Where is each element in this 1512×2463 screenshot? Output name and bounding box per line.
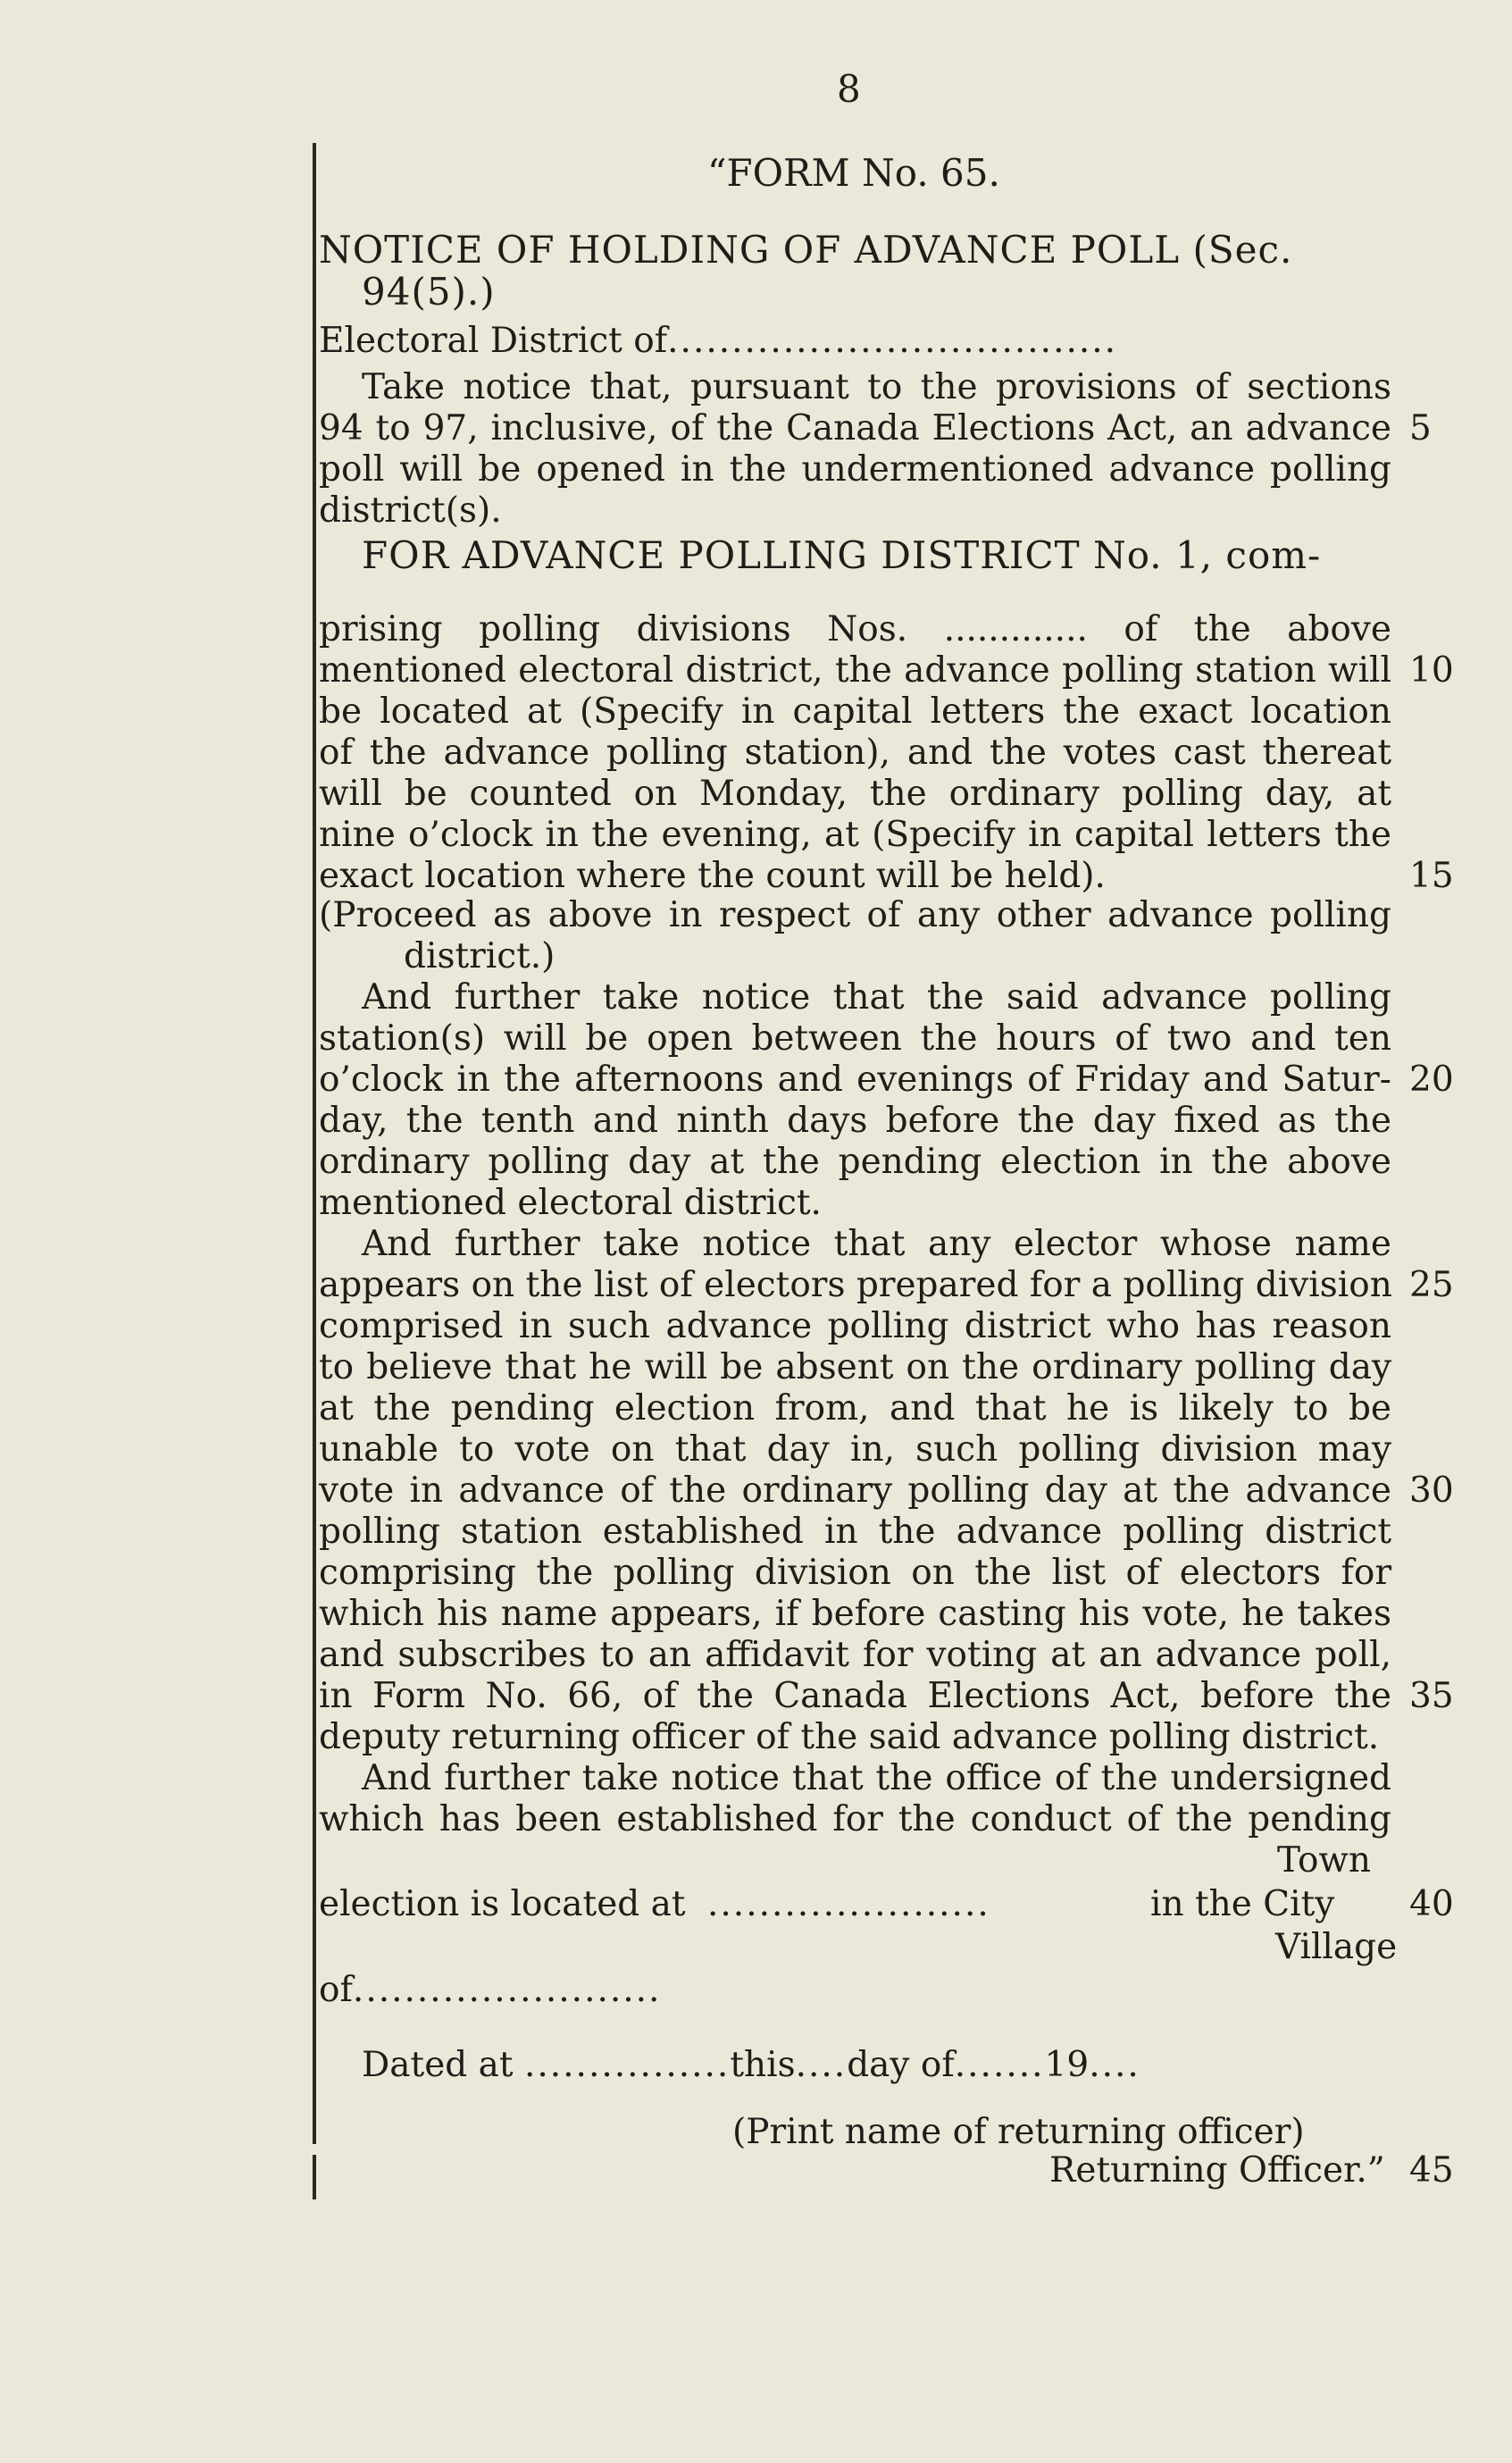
paragraph-line: vote in advance of the ordinary polling day at the advance: [319, 1470, 1391, 1511]
line-number: 10: [1409, 650, 1454, 691]
dated-place-blank: ................: [523, 2045, 731, 2085]
electoral-district-line: [319, 322, 1117, 361]
paragraph-line: district(s).: [319, 490, 502, 531]
paragraph-line: of the advance polling station), and the votes cast thereat: [319, 733, 1391, 773]
paragraph-line: mentioned electoral district, the advance polling station will: [319, 650, 1391, 691]
of-label: of: [319, 1970, 353, 2010]
paragraph-line: polling station established in the advance polling district: [319, 1512, 1391, 1552]
month-blank: .......: [954, 2045, 1045, 2085]
paragraph-line: at the pending election from, and that he is likely to be: [319, 1388, 1391, 1428]
district-heading: FOR ADVANCE POLLING DISTRICT No. 1, com-: [362, 533, 1322, 577]
paragraph-line: day, the tenth and ninth days before the day fixed as the: [319, 1101, 1391, 1141]
city-option: in the City: [1150, 1884, 1335, 1924]
line-number: 30: [1409, 1470, 1454, 1511]
line-number: 20: [1409, 1060, 1454, 1100]
print-name-caption: (Print name of returning officer): [732, 2112, 1305, 2152]
dated-line: [362, 2046, 1140, 2085]
paragraph-line: comprised in such advance polling district who has reason: [319, 1306, 1391, 1346]
paragraph-line: 94 to 97, inclusive, of the Canada Elections Act, an advance: [319, 408, 1391, 448]
paragraph-line: exact location where the count will be held).: [319, 856, 1106, 896]
year-prefix: 19: [1044, 2045, 1090, 2085]
electoral-district-blank: ...................................: [667, 321, 1118, 361]
election-location-blank: ......................: [707, 1884, 990, 1924]
paragraph-line: prising polling divisions Nos. ............. of the above: [319, 609, 1391, 649]
paragraph-line: comprising the polling division on the list of electors for: [319, 1553, 1391, 1593]
paragraph-line: be located at (Specify in capital letters the exact location: [319, 691, 1391, 732]
margin-rule: [313, 143, 316, 2144]
year-blank: ....: [1089, 2045, 1140, 2085]
notice-heading: NOTICE OF HOLDING OF ADVANCE POLL (Sec.: [319, 228, 1293, 272]
margin-rule-lower: [313, 2155, 316, 2199]
paragraph-line: And further take notice that the office of the undersigned: [362, 1758, 1391, 1798]
of-blank: ........................: [352, 1970, 662, 2010]
paragraph-line: district.): [404, 936, 556, 976]
paragraph-line: in Form No. 66, of the Canada Elections Act, before the: [319, 1676, 1391, 1716]
paragraph-line: and subscribes to an affidavit for voting at an advance poll,: [319, 1635, 1391, 1675]
line-number: 5: [1409, 408, 1432, 448]
election-location-label: election is located at: [319, 1884, 686, 1924]
paragraph-line: which his name appears, if before casting his vote, he takes: [319, 1594, 1391, 1634]
line-number: 45: [1409, 2150, 1454, 2191]
notice-heading-section: 94(5).): [362, 270, 496, 314]
paragraph-line: ordinary polling day at the pending election in the above: [319, 1142, 1391, 1182]
this-label: this: [730, 2045, 796, 2085]
paragraph-line: will be counted on Monday, the ordinary polling day, at: [319, 774, 1391, 814]
paragraph-line: station(s) will be open between the hours of two and ten: [319, 1018, 1391, 1059]
line-number: 25: [1409, 1265, 1454, 1305]
of-line: [319, 1971, 661, 2010]
paragraph-line: to believe that he will be absent on the ordinary polling day: [319, 1347, 1391, 1387]
paragraph-line: And further take notice that the said advance polling: [362, 977, 1391, 1018]
paragraph-line: mentioned electoral district.: [319, 1183, 822, 1223]
day-of-label: day of: [847, 2045, 955, 2085]
day-blank: ....: [795, 2045, 848, 2085]
line-number: 40: [1409, 1884, 1454, 1924]
dated-at-label: Dated at: [362, 2045, 514, 2085]
paragraph-line: nine o’clock in the evening, at (Specify in capital letters the: [319, 815, 1391, 855]
line-number: 15: [1409, 856, 1454, 896]
paragraph-line: And further take notice that any elector whose name: [362, 1224, 1391, 1264]
paragraph-line: Take notice that, pursuant to the provisions of sections: [362, 367, 1391, 407]
paragraph-line: o’clock in the afternoons and evenings of Friday and Satur-: [319, 1060, 1391, 1100]
village-option: Village: [1275, 1927, 1398, 1967]
paragraph-line: poll will be opened in the undermentioned advance polling: [319, 449, 1391, 490]
paragraph-line: which has been established for the conduct of the pending: [319, 1799, 1391, 1839]
returning-officer-caption: Returning Officer.”: [1049, 2150, 1385, 2191]
page-number: 8: [837, 67, 861, 111]
paragraph-line: deputy returning officer of the said advance polling district.: [319, 1717, 1380, 1757]
line-number: 35: [1409, 1676, 1454, 1716]
paragraph-line: unable to vote on that day in, such polling division may: [319, 1429, 1391, 1470]
electoral-district-label: Electoral District of: [319, 321, 668, 361]
paragraph-line: appears on the list of electors prepared for a polling division: [319, 1265, 1392, 1305]
form-title: “FORM No. 65.: [707, 151, 1000, 195]
town-option: Town: [1277, 1840, 1371, 1881]
paragraph-line: (Proceed as above in respect of any other advance polling: [319, 895, 1391, 935]
